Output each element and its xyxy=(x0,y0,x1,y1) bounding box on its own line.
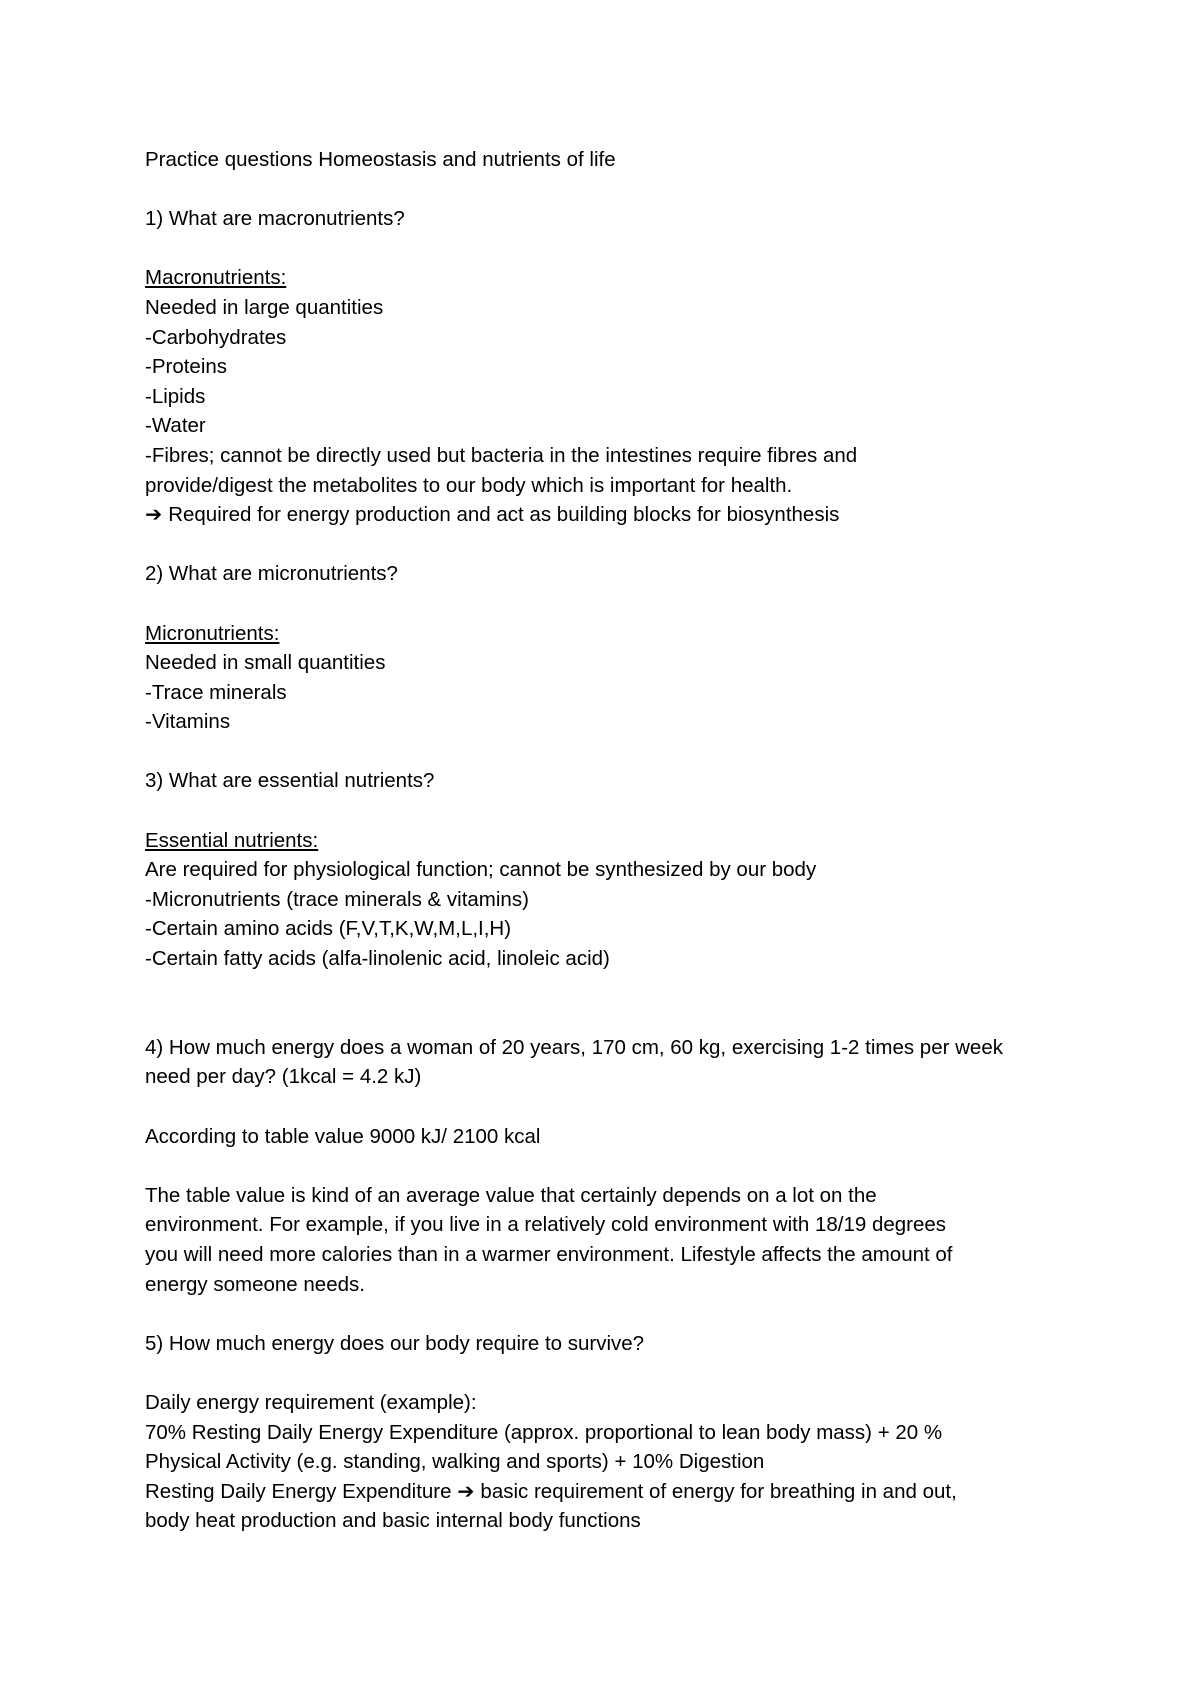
arrow-line xyxy=(145,1477,1105,1507)
list-item: -Micronutrients (trace minerals & vitamins) xyxy=(145,887,529,911)
list-item: Needed in small quantities xyxy=(145,651,386,675)
paragraph-line: The table value is kind of an average value that certainly depends on a lot on the xyxy=(145,1183,877,1207)
essential-nutrients-heading: Essential nutrients: xyxy=(145,828,319,852)
spacer xyxy=(145,1299,1105,1329)
list-item: Daily energy requirement (example): xyxy=(145,1390,477,1414)
answer-4: According to table value 9000 kJ/ 2100 kcal xyxy=(145,1124,541,1148)
list-item: -Carbohydrates xyxy=(145,325,287,349)
paragraph-line: environment. For example, if you live in a relatively cold environment with 18/19 degrees xyxy=(145,1213,947,1237)
list-item: Are required for physiological function; cannot be synthesized by our body xyxy=(145,858,817,882)
paragraph-line: you will need more calories than in a warmer environment. Lifestyle affects the amount of xyxy=(145,1242,953,1266)
spacer xyxy=(145,530,1105,560)
question-1: 1) What are macronutrients? xyxy=(145,207,405,231)
document-page xyxy=(145,145,1105,1536)
question-5: 5) How much energy does our body require to survive? xyxy=(145,1331,645,1355)
arrow-line-prefix: Resting Daily Energy Expenditure xyxy=(145,1479,452,1503)
arrow-right-icon: ➔ xyxy=(457,1479,475,1503)
spacer xyxy=(145,796,1105,826)
spacer xyxy=(145,1151,1105,1181)
arrow-line xyxy=(145,500,1105,530)
list-item: Needed in large quantities xyxy=(145,295,384,319)
arrow-line-suffix: basic requirement of energy for breathing in and out, xyxy=(480,1479,957,1503)
question-2: 2) What are micronutrients? xyxy=(145,562,398,586)
question-3: 3) What are essential nutrients? xyxy=(145,769,435,793)
spacer xyxy=(145,1358,1105,1388)
paragraph-line: energy someone needs. xyxy=(145,1272,365,1296)
arrow-line-text: Required for energy production and act as building blocks for biosynthesis xyxy=(168,503,840,527)
spacer xyxy=(145,234,1105,264)
spacer xyxy=(145,589,1105,619)
question-4-line: 4) How much energy does a woman of 20 years, 170 cm, 60 kg, exercising 1-2 times per week xyxy=(145,1035,1003,1059)
document-title: Practice questions Homeostasis and nutrients of life xyxy=(145,148,616,171)
list-item: provide/digest the metabolites to our body which is important for health. xyxy=(145,473,793,497)
spacer xyxy=(145,737,1105,767)
macronutrients-heading: Macronutrients: xyxy=(145,266,287,290)
micronutrients-heading: Micronutrients: xyxy=(145,621,280,645)
arrow-right-icon: ➔ xyxy=(145,503,163,527)
list-item: -Certain amino acids (F,V,T,K,W,M,L,I,H) xyxy=(145,917,512,941)
question-4-line: need per day? (1kcal = 4.2 kJ) xyxy=(145,1065,422,1089)
spacer xyxy=(145,175,1105,205)
list-item: -Proteins xyxy=(145,355,228,379)
list-item: -Fibres; cannot be directly used but bacteria in the intestines require fibres and xyxy=(145,443,858,467)
list-item: -Water xyxy=(145,414,206,438)
list-item: -Vitamins xyxy=(145,710,231,734)
spacer xyxy=(145,1003,1105,1033)
list-item: Physical Activity (e.g. standing, walking and sports) + 10% Digestion xyxy=(145,1450,765,1474)
list-item: -Lipids xyxy=(145,384,206,408)
list-item: -Trace minerals xyxy=(145,680,287,704)
list-item: -Certain fatty acids (alfa-linolenic acid, linoleic acid) xyxy=(145,947,610,971)
spacer xyxy=(145,1092,1105,1122)
spacer xyxy=(145,974,1105,1004)
list-item: 70% Resting Daily Energy Expenditure (approx. proportional to lean body mass) + 20 % xyxy=(145,1420,943,1444)
list-item: body heat production and basic internal body functions xyxy=(145,1509,641,1533)
